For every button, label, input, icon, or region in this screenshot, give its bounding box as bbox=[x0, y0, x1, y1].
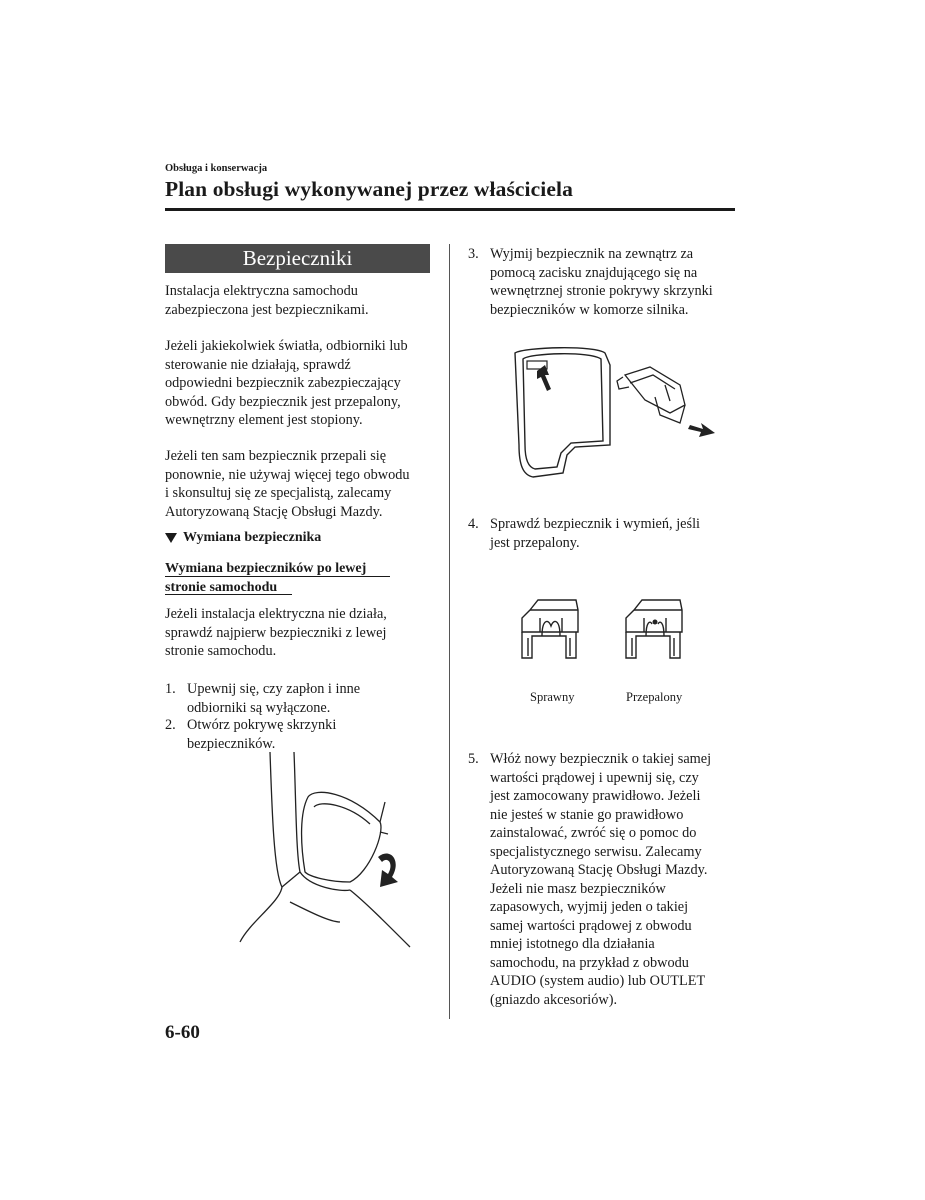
repeat-blow-paragraph: Jeżeli ten sam bezpiecznik przepali się ponownie, nie używaj więcej tego obwodu i skonsultuj się ze specjalistą, zalecamy Autoryzowaną Stację Obsługi Mazdy. bbox=[165, 448, 410, 520]
step-number: 4. bbox=[468, 516, 479, 532]
list-item bbox=[468, 245, 748, 325]
step-text: Otwórz pokrywę skrzynki bezpieczników. bbox=[187, 717, 337, 752]
section-label: Obsługa i konserwacja bbox=[165, 163, 268, 174]
left-side-paragraph: Jeżeli instalacja elektryczna nie działa, sprawdź najpierw bezpieczniki z lewej stronie samochodu. bbox=[165, 606, 387, 659]
list-item bbox=[165, 716, 435, 754]
blown-fuse-illustration bbox=[622, 598, 688, 670]
subheading-text: Wymiana bezpiecznika bbox=[183, 530, 322, 545]
subsubheading: Wymiana bezpieczników po lewej stronie samochodu bbox=[165, 561, 367, 595]
step-number: 5. bbox=[468, 751, 479, 767]
page-number: 6-60 bbox=[165, 1022, 200, 1043]
fuse-check-paragraph: Jeżeli jakiekolwiek światła, odbiorniki lub sterowanie nie działają, sprawdź odpowiedni bezpiecznik zabezpieczający obwód. Gdy bezpiecznik jest przepalony, wewnętrzny element jest stopiony. bbox=[165, 338, 408, 428]
step-number: 2. bbox=[165, 717, 176, 733]
good-fuse-illustration bbox=[518, 598, 584, 670]
step-number: 1. bbox=[165, 681, 176, 697]
intro-paragraph: Instalacja elektryczna samochodu zabezpieczona jest bezpiecznikami. bbox=[165, 283, 369, 318]
fuse-label-blown: Przepalony bbox=[626, 690, 683, 704]
fuse-box-cover-illustration bbox=[230, 752, 430, 952]
list-item bbox=[468, 515, 748, 555]
list-item bbox=[165, 680, 435, 718]
page-title: Plan obsługi wykonywanej przez właściciela bbox=[165, 177, 573, 201]
fuse-label-good: Sprawny bbox=[530, 690, 575, 704]
step-text: Wyjmij bezpiecznik na zewnątrz za pomocą zacisku znajdującego się na wewnętrznej stronie pokrywy skrzynki bezpieczników w komorze silnika. bbox=[490, 246, 713, 318]
underline bbox=[165, 594, 292, 595]
triangle-bullet-icon bbox=[165, 533, 177, 543]
underline bbox=[165, 576, 390, 577]
step-text: Sprawdź bezpiecznik i wymień, jeśli jest przepalony. bbox=[490, 516, 701, 551]
subheading bbox=[165, 530, 321, 546]
step-text: Włóż nowy bezpiecznik o takiej samej wartości prądowej i upewnij się, czy jest zamocowany prawidłowo. Jeżeli nie jesteś w stanie go prawidłowo zainstalować, zwróć się o pomoc do specjalistycznego serwisu. Zalecamy Autoryzowaną Stację Obsługi Mazdy. Jeżeli nie masz bezpieczników zapasowych, wyjmij jeden o takiej samej wartości prądowej z obwodu mniej istotnego dla działania samochodu, na przykład z obwodu AUDIO (system audio) lub OUTLET (gniazdo akcesoriów). bbox=[490, 751, 712, 1008]
column-divider bbox=[449, 244, 450, 1019]
section-banner: Bezpieczniki bbox=[165, 244, 430, 273]
step-number: 3. bbox=[468, 246, 479, 262]
list-item bbox=[468, 750, 758, 1020]
step-text: Upewnij się, czy zapłon i inne odbiorniki są wyłączone. bbox=[187, 681, 361, 716]
title-rule bbox=[165, 208, 735, 211]
fuse-puller-illustration bbox=[505, 345, 725, 485]
